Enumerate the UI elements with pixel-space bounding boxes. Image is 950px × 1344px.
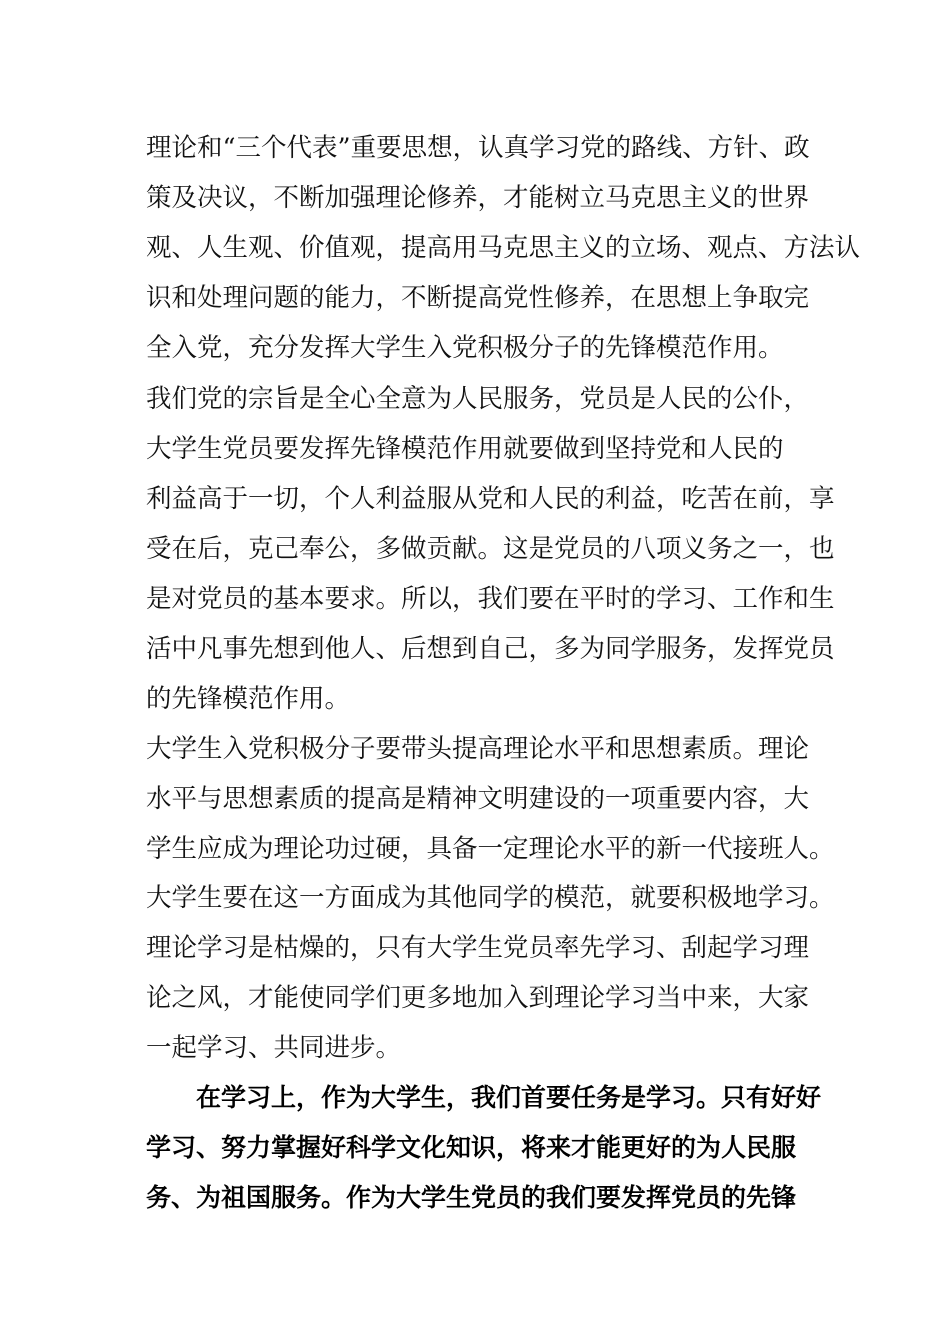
body-text-line: 活中凡事先想到他人、后想到自己，多为同学服务，发挥党员 [146, 634, 835, 664]
body-text-line: 识和处理问题的能力，不断提高党性修养，在思想上争取完 [146, 283, 810, 313]
body-text-line: 理论学习是枯燥的，只有大学生党员率先学习、刮起学习理 [146, 933, 810, 963]
body-text-line: 水平与思想素质的提高是精神文明建设的一项重要内容，大 [146, 784, 810, 814]
body-text-line: 学生应成为理论功过硬，具备一定理论水平的新一代接班人。 [146, 834, 835, 864]
body-text-line: 大学生党员要发挥先锋模范作用就要做到坚持党和人民的 [146, 434, 784, 464]
body-text-line: 一起学习、共同进步。 [146, 1033, 402, 1063]
body-text-line: 全入党，充分发挥大学生入党积极分子的先锋模范作用。 [146, 333, 784, 363]
body-text-line: 论之风，才能使同学们更多地加入到理论学习当中来，大家 [146, 983, 810, 1013]
emphasis-text-line: 务、为祖国服务。作为大学生党员的我们要发挥党员的先锋 [146, 1183, 797, 1212]
body-text-line: 观、人生观、价值观，提高用马克思主义的立场、观点、方法认 [146, 233, 861, 263]
body-text-line: 大学生要在这一方面成为其他同学的模范，就要积极地学习。 [146, 883, 835, 913]
body-text-line: 是对党员的基本要求。所以，我们要在平时的学习、工作和生 [146, 584, 835, 614]
body-text-line: 的先锋模范作用。 [146, 684, 351, 714]
body-text-line: 大学生入党积极分子要带头提高理论水平和思想素质。理论 [146, 734, 810, 764]
body-text-line: 受在后，克己奉公，多做贡献。这是党员的八项义务之一，也 [146, 534, 835, 564]
body-text-line: 利益高于一切，个人利益服从党和人民的利益，吃苦在前，享 [146, 484, 835, 514]
body-text-line: 理论和“三个代表”重要思想，认真学习党的路线、方针、政 [146, 133, 810, 163]
body-text-line: 策及决议，不断加强理论修养，才能树立马克思主义的世界 [146, 183, 810, 213]
body-text-line: 我们党的宗旨是全心全意为人民服务，党员是人民的公仆， [146, 384, 810, 414]
emphasis-text-line: 学习、努力掌握好科学文化知识，将来才能更好的为人民服 [146, 1133, 797, 1162]
emphasis-text-line: 在学习上，作为大学生，我们首要任务是学习。只有好好 [196, 1083, 822, 1112]
